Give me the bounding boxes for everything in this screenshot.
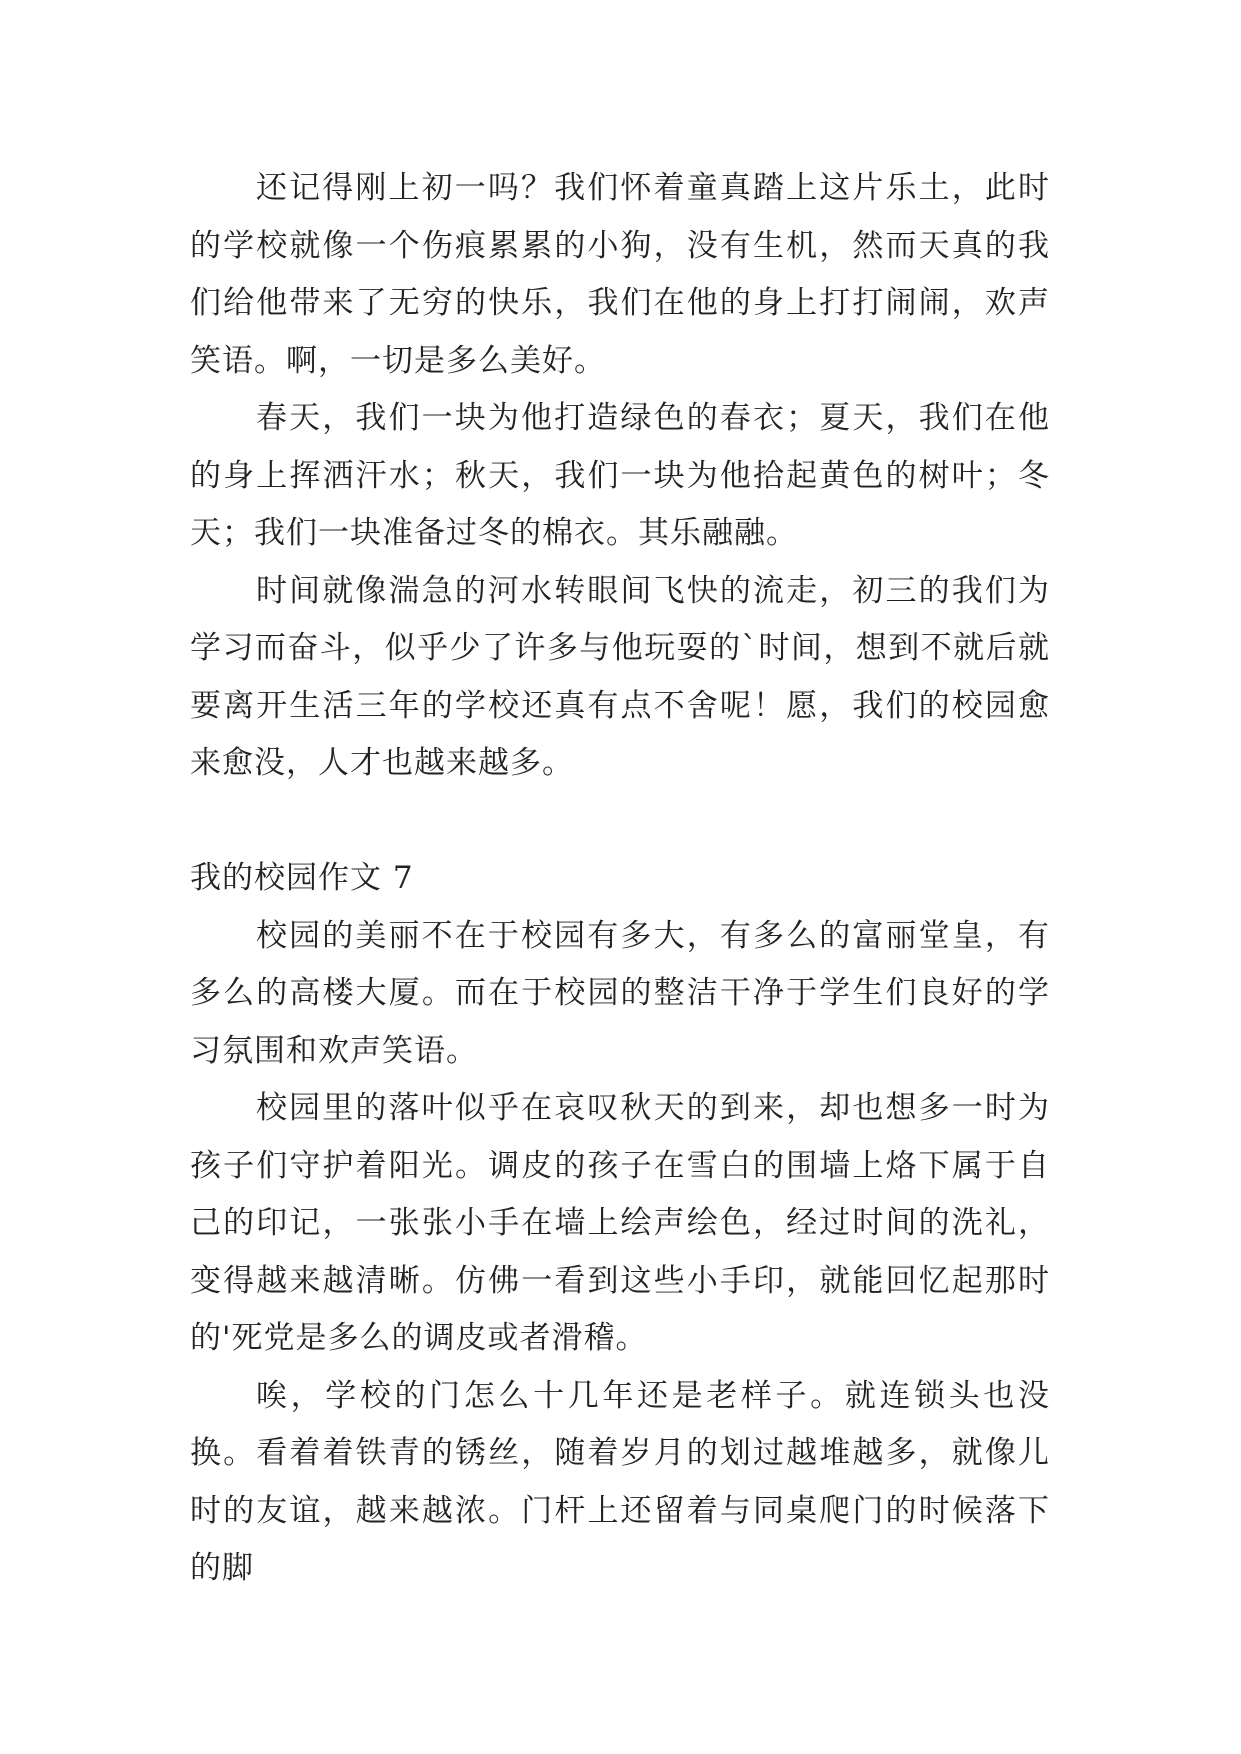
paragraph-3: 时间就像湍急的河水转眼间飞快的流走，初三的我们为学习而奋斗，似乎少了许多与他玩耍的`时间，想到不就后就要离开生活三年的学校还真有点不舍呢！愿，我们的校园愈来愈没，人才也越来越多。 xyxy=(190,572,1050,781)
paragraph-1: 还记得刚上初一吗？我们怀着童真踏上这片乐土，此时的学校就像一个伤痕累累的小狗，没有生机，然而天真的我们给他带来了无穷的快乐，我们在他的身上打打闹闹，欢声笑语。啊，一切是多么美好。 xyxy=(190,170,1050,379)
paragraph-6: 唉，学校的门怎么十几年还是老样子。就连锁头也没换。看着着铁青的锈丝，随着岁月的划过越堆越多，就像儿时的友谊，越来越浓。门杆上还留着与同桌爬门的时候落下的脚 xyxy=(190,1377,1050,1586)
section-spacer xyxy=(190,793,1050,851)
section-title: 我的校园作文 7 xyxy=(190,860,414,896)
document-body xyxy=(190,160,1050,1598)
paragraph-5: 校园里的落叶似乎在哀叹秋天的到来，却也想多一时为孩子们守护着阳光。调皮的孩子在雪白的围墙上烙下属于自己的印记，一张张小手在墙上绘声绘色，经过时间的洗礼，变得越来越清晰。仿佛一看到这些小手印，就能回忆起那时的'死党是多么的调皮或者滑稽。 xyxy=(190,1090,1050,1356)
paragraph-2: 春天，我们一块为他打造绿色的春衣；夏天，我们在他的身上挥洒汗水；秋天，我们一块为他拾起黄色的树叶；冬天；我们一块准备过冬的棉衣。其乐融融。 xyxy=(190,400,1050,551)
paragraph-4: 校园的美丽不在于校园有多大，有多么的富丽堂皇，有多么的高楼大厦。而在于校园的整洁干净于学生们良好的学习氛围和欢声笑语。 xyxy=(190,917,1050,1069)
